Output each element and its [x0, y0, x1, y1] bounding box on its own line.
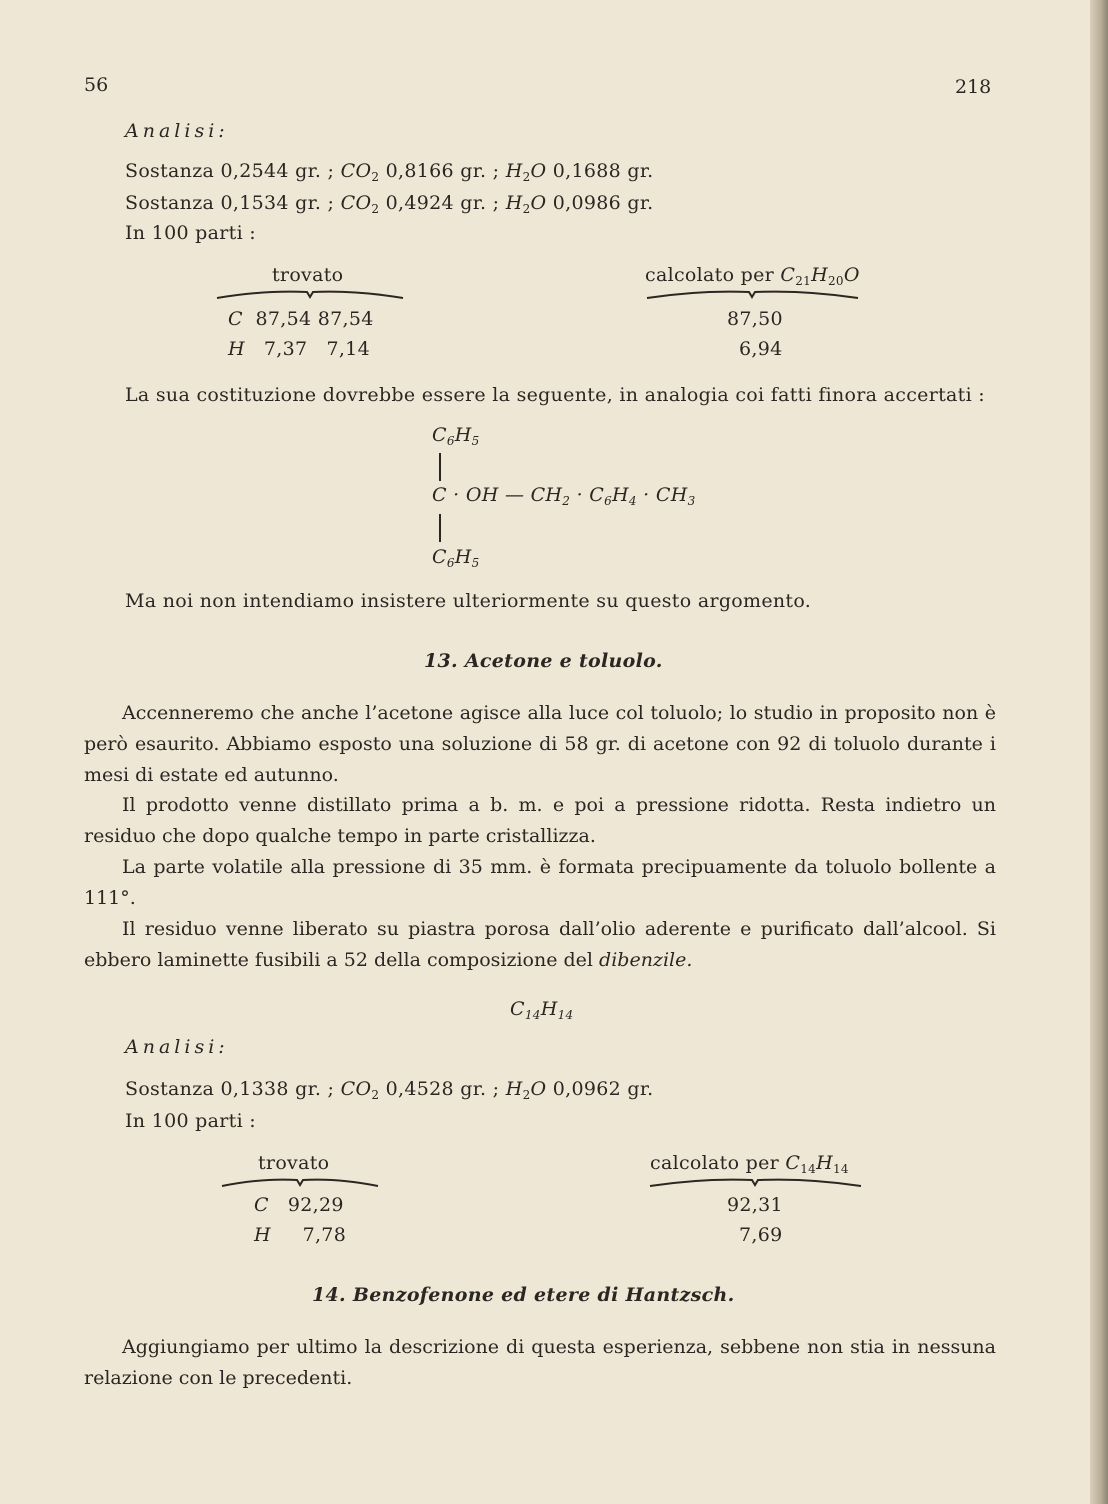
- paragraph: La parte volatile alla pressione di 35 mm. è formata precipuamente da toluolo bollente a 111°.: [84, 856, 996, 909]
- table-calc-value: 7,69: [739, 1224, 783, 1246]
- calc-header: calcolato per $C_{14}H_{14}$: [650, 1152, 849, 1176]
- structure-top-group: $C_6H_5$: [432, 424, 480, 448]
- found-header: trovato: [258, 1152, 330, 1174]
- calc-brace: [648, 1176, 863, 1190]
- found-header: trovato: [272, 264, 344, 286]
- left-page-number: 56: [84, 74, 109, 96]
- calc-brace: [645, 288, 860, 302]
- paragraph: Aggiungiamo per ultimo la descrizione di questa esperienza, sebbene non stia in nessuna relazione con le precedenti.: [84, 1336, 996, 1389]
- page-edge-shadow: [1090, 0, 1108, 1504]
- analysis-heading: Analisi:: [125, 1036, 229, 1058]
- analysis-line: Sostanza 0,1534 gr. ; $CO_2$ 0,4924 gr. ; $H_2O$ 0,0986 gr.: [125, 192, 654, 216]
- analysis-line: Sostanza 0,1338 gr. ; $CO_2$ 0,4528 gr. ; $H_2O$ 0,0962 gr.: [125, 1078, 654, 1102]
- section-13-title: 13. Acetone e toluolo.: [424, 650, 663, 672]
- table-calc-value: 92,31: [727, 1194, 783, 1216]
- paragraph: Il prodotto venne distillato prima a b. m. e poi a pressione ridotta. Resta indietro un residuo che dopo qualche tempo in parte cristallizza.: [84, 794, 996, 847]
- section-14-title: 14. Benzofenone ed etere di Hantzsch.: [312, 1284, 735, 1306]
- structure-intro: La sua costituzione dovrebbe essere la seguente, in analogia coi fatti finora accertati :: [125, 384, 985, 406]
- calc-header: calcolato per $C_{21}H_{20}O$: [645, 264, 860, 288]
- found-brace: [220, 1176, 380, 1190]
- structure-bond-bottom: [439, 514, 441, 542]
- right-page-number: 218: [955, 76, 992, 98]
- in-100-parts: In 100 parti :: [125, 1110, 257, 1132]
- in-100-parts: In 100 parti :: [125, 222, 257, 244]
- remark: Ma noi non intendiamo insistere ulteriormente su questo argomento.: [125, 590, 812, 612]
- found-brace: [215, 288, 405, 302]
- paragraph: Accenneremo che anche l’acetone agisce alla luce col toluolo; lo studio in proposito non è però esaurito. Abbiamo esposto una soluzione di 58 gr. di acetone con 92 di toluolo durante i mesi di estate ed autunno.: [84, 702, 996, 786]
- structure-bond-top: [439, 453, 441, 481]
- table-row: H 7,78: [254, 1224, 347, 1246]
- dibenzyl-formula: $C_{14}H_{14}$: [510, 998, 574, 1022]
- analysis-line: Sostanza 0,2544 gr. ; $CO_2$ 0,8166 gr. ; $H_2O$ 0,1688 gr.: [125, 160, 654, 184]
- table-calc-value: 87,50: [727, 308, 783, 330]
- table-row: C 92,29: [254, 1194, 344, 1216]
- structure-middle-chain: C · OH — $CH_2 \cdot C_6H_4 \cdot CH_3$: [432, 484, 696, 508]
- structure-bottom-group: $C_6H_5$: [432, 546, 480, 570]
- table-row: H 7,37 7,14: [228, 338, 370, 360]
- table-calc-value: 6,94: [739, 338, 783, 360]
- paragraph: Il residuo venne liberato su piastra porosa dall’olio aderente e purificato dall’alcool. Si ebbero laminette fusibili a 52 della composizione del dibenzile.: [84, 918, 996, 971]
- analysis-heading: Analisi:: [125, 120, 229, 142]
- table-row: C 87,54 87,54: [228, 308, 374, 330]
